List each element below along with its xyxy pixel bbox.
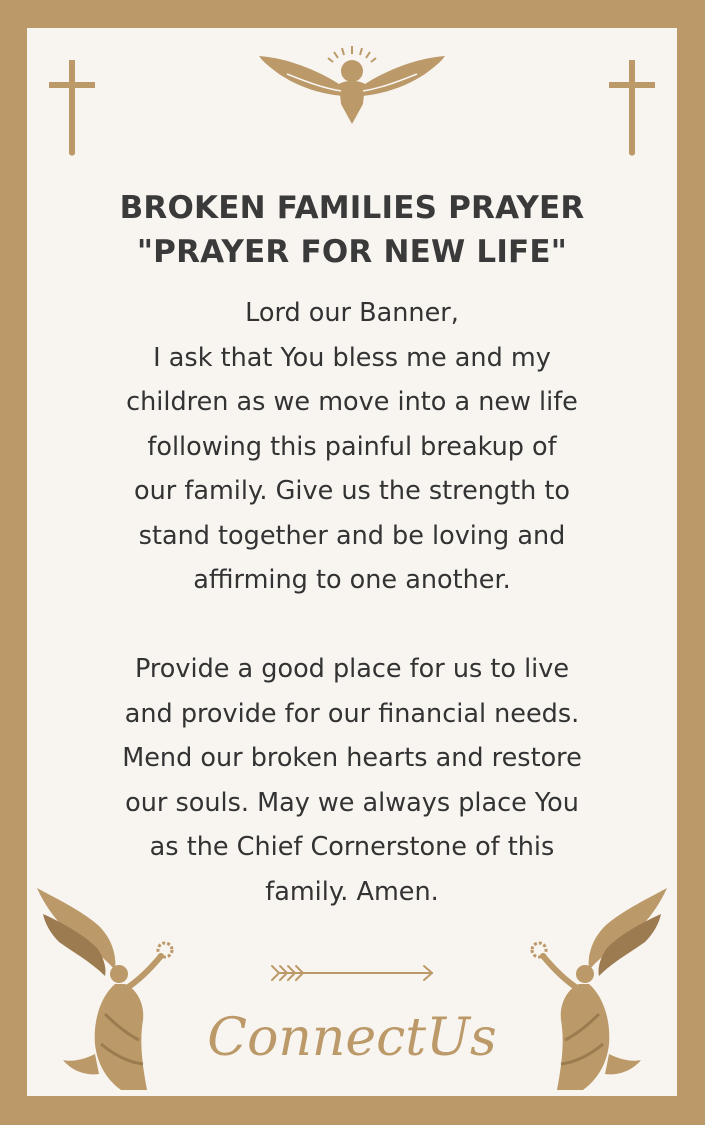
prayer-line: Provide a good place for us to live [134,654,570,684]
prayer-body [27,291,677,914]
prayer-line: I ask that You bless me and my [153,342,551,373]
prayer-line: stand together and be loving and [138,520,566,551]
arrow-right-icon [270,963,436,983]
prayer-line: affirming to one another. [193,565,511,595]
prayer-card [27,28,677,1096]
prayer-line: as the Chief Cornerstone of this [149,832,555,862]
prayer-line: Lord our Banner, [245,298,459,328]
cross-icon [605,58,659,158]
prayer-title [27,186,677,274]
paragraph-spacer [27,603,677,648]
cross-icon [45,58,99,158]
title-line-2: "PRAYER FOR NEW LIFE" [136,234,568,270]
prayer-line: Mend our broken hearts and restore [122,743,582,773]
prayer-line: our souls. May we always place You [125,787,579,818]
winged-sun-emblem [257,44,447,129]
prayer-line: family. Amen. [265,876,439,907]
brand-logo: ConnectUs [207,1008,497,1068]
prayer-line: and provide for our financial needs. [124,698,580,729]
prayer-line: following this painful breakup of [147,431,557,462]
prayer-line: children as we move into a new life [126,387,578,417]
title-line-1: BROKEN FAMILIES PRAYER [119,190,585,226]
prayer-line: our family. Give us the strength to [134,476,570,506]
